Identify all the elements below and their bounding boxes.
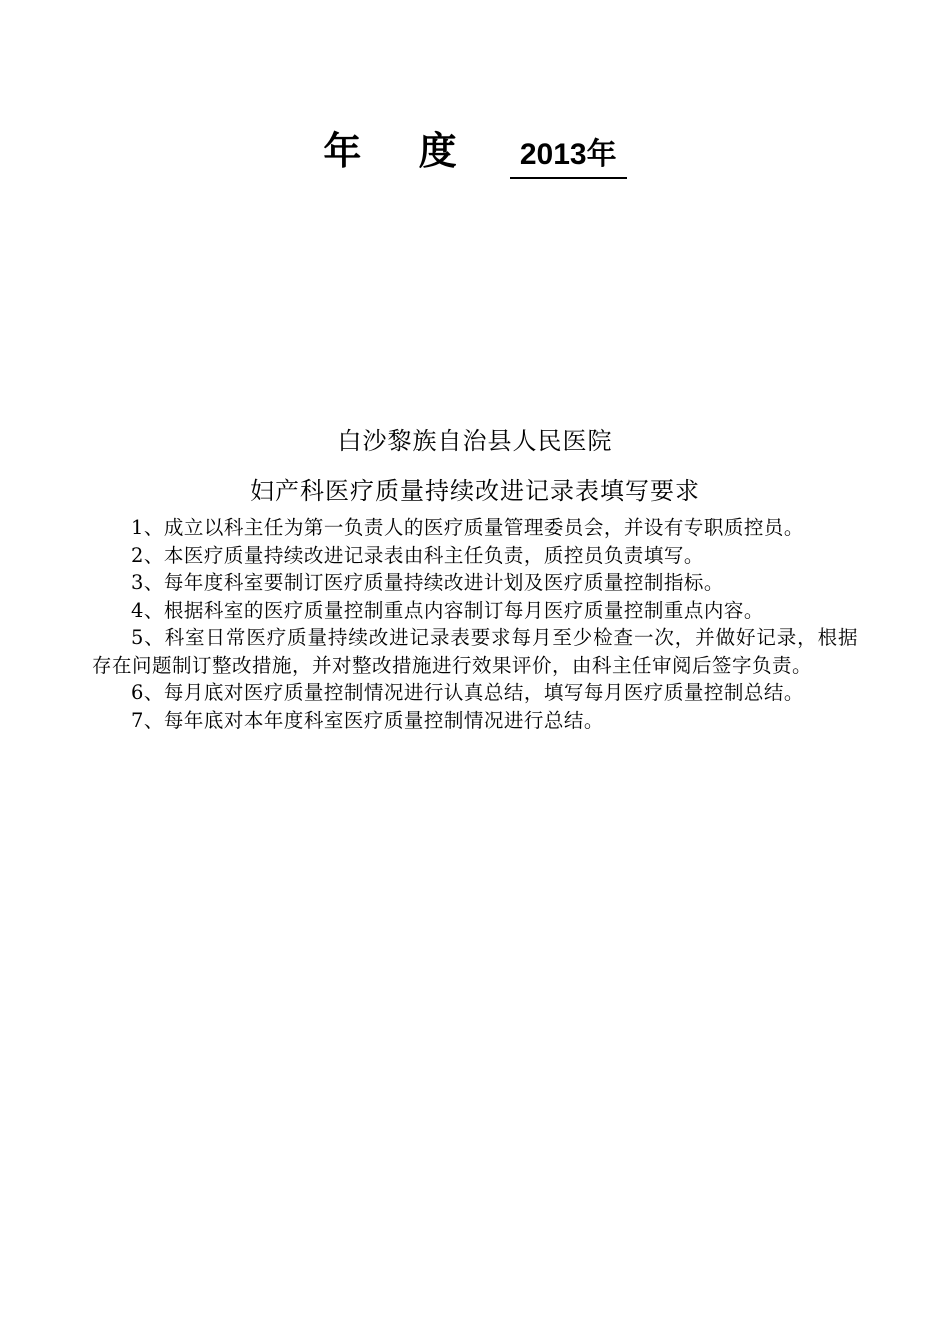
year-value xyxy=(510,129,627,179)
year-label: 年 度 xyxy=(323,129,479,173)
hospital-name: 白沙黎族自治县人民医院 xyxy=(337,427,613,455)
requirements-list xyxy=(92,514,858,734)
requirement-item-1: 1、成立以科主任为第一负责人的医疗质量管理委员会，并设有专职质控员。 xyxy=(131,516,804,539)
requirement-item-3: 3、每年度科室要制订医疗质量持续改进计划及医疗质量控制指标。 xyxy=(131,571,724,594)
requirement-item-4: 4、根据科室的医疗质量控制重点内容制订每月医疗质量控制重点内容。 xyxy=(131,598,764,622)
year-digits: 2013 xyxy=(519,138,587,171)
year-heading xyxy=(0,125,950,179)
year-unit: 年 xyxy=(586,137,617,172)
requirement-item-5: 5、科室日常医疗质量持续改进记录表要求每月至少检查一次，并做好记录，根据存在问题制订整改措施，并对整改措施进行效果评价，由科主任审阅后签字负责。 xyxy=(92,626,858,677)
requirement-item-6: 6、每月底对医疗质量控制情况进行认真总结，填写每月医疗质量控制总结。 xyxy=(131,681,804,704)
requirement-item-2: 2、本医疗质量持续改进记录表由科主任负责，质控员负责填写。 xyxy=(131,543,704,567)
document-title: 妇产科医疗质量持续改进记录表填写要求 xyxy=(250,477,700,505)
requirement-item-7: 7、每年底对本年度科室医疗质量控制情况进行总结。 xyxy=(131,708,604,732)
